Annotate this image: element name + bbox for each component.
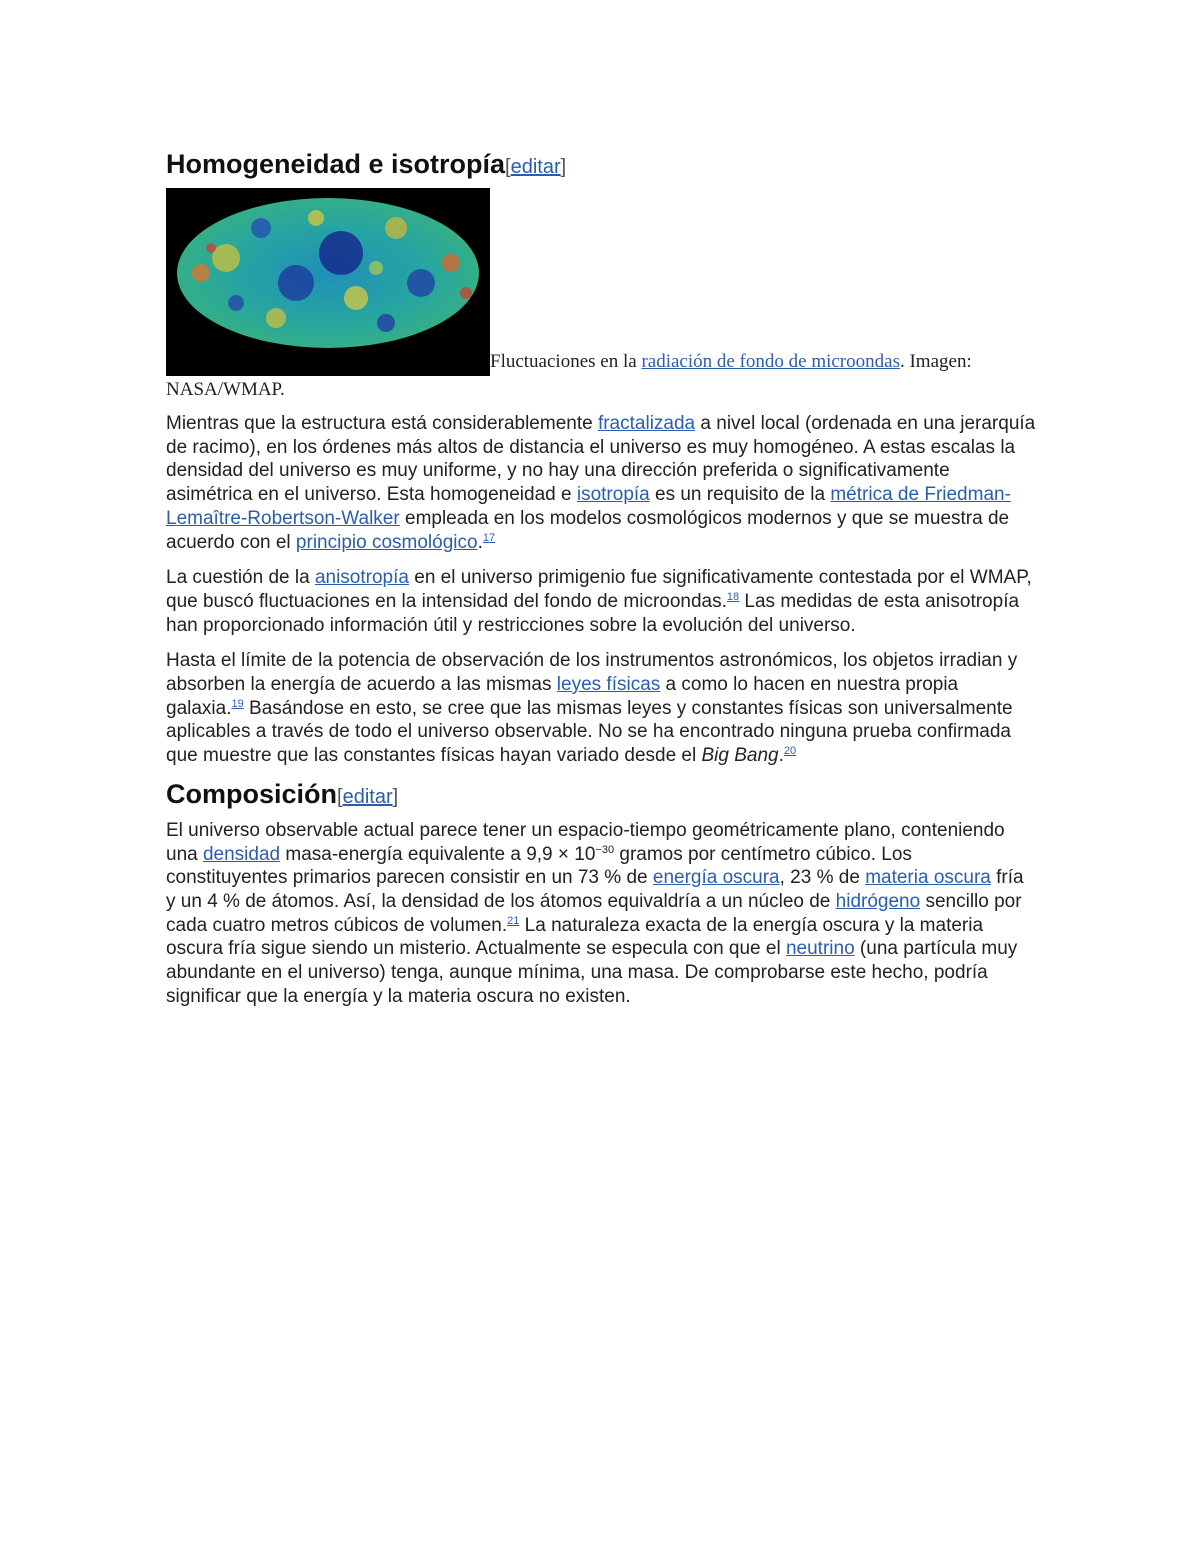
text: gramos por centímetro cúbico. Los constituyentes primarios parecen consistir en un 73 % de [166, 843, 912, 889]
edit-section-link-wrap [505, 156, 566, 178]
section-heading-composicion [166, 776, 1036, 815]
heading-text: Composición [166, 778, 338, 809]
reference-19[interactable]: 19 [231, 697, 244, 710]
figure-cmb [166, 188, 1036, 404]
reference-18[interactable]: 18 [726, 590, 740, 603]
link-metrica-flrw[interactable]: métrica de Friedman-Lemaître-Robertson-Walker [166, 484, 1011, 529]
link-energia-oscura[interactable]: energía oscura [652, 867, 780, 889]
article-content [166, 146, 1036, 1008]
text: masa-energía equivalente a 9,9 × 10 [280, 843, 596, 865]
link-neutrino[interactable]: neutrino [785, 938, 855, 960]
reference-21[interactable]: 21 [507, 914, 520, 927]
text: a nivel local (ordenada en una jerarquía de racimo), en los órdenes más altos de distancia el universo es muy homogéneo. A estas escalas la densidad del universo es muy uniforme, y no hay una dirección preferida o significativamente asimétrica en el universo. Esta homogeneidad e [166, 413, 1036, 506]
edit-section-link[interactable]: editar [510, 156, 561, 178]
cmb-map-graphic [166, 188, 490, 376]
link-anisotropia[interactable]: anisotropía [314, 567, 409, 589]
text: La cuestión de la [166, 567, 315, 589]
link-materia-oscura[interactable]: materia oscura [865, 867, 991, 889]
reference-17[interactable]: 17 [482, 531, 496, 544]
edit-bracket-open: [ [505, 156, 511, 178]
paragraph-2 [166, 566, 1036, 637]
big-bang-emphasis: Big Bang [701, 745, 779, 767]
text: (una partícula muy abundante en el universo) tenga, aunque mínima, una masa. De comprobarse este hecho, podría significar que la energía y la materia oscura no existen. [166, 938, 1018, 1007]
text: Basándose en esto, se cree que las mismas leyes y constantes físicas son universalmente aplicables a través de todo el universo observable. No se ha encontrado ninguna prueba confirmada que muestre que las constantes físicas hayan variado desde el [166, 697, 1013, 767]
text: fría y un 4 % de átomos. Así, la densidad de los átomos equivaldría a un núcleo de [166, 867, 1024, 912]
cmb-image [166, 188, 490, 376]
reference-20[interactable]: 20 [783, 745, 797, 758]
exponent: −30 [595, 843, 615, 856]
text: a como lo hacen en nuestra propia galaxia. [166, 674, 959, 719]
edit-section-link[interactable]: editar [342, 785, 393, 808]
paragraph-composicion [166, 819, 1036, 1009]
text: Las medidas de esta anisotropía han proporcionado información útil y restricciones sobre la evolución del universo. [166, 590, 1020, 636]
text: . [477, 531, 483, 553]
text: Hasta el límite de la potencia de observación de los instrumentos astronómicos, los objetos irradian y absorben la energía de acuerdo a las mismas [166, 650, 1018, 696]
edit-bracket-close: ] [560, 156, 567, 178]
text: El universo observable actual parece tener un espacio-tiempo geométricamente plano, conteniendo una [166, 819, 1005, 865]
link-hidrogeno[interactable]: hidrógeno [835, 890, 921, 912]
link-leyes-fisicas[interactable]: leyes físicas [556, 674, 661, 696]
text: sencillo por cada cuatro metros cúbicos de volumen. [166, 890, 1022, 936]
section-heading-homogeneidad [166, 146, 1036, 185]
text: . [778, 745, 784, 767]
edit-section-link-wrap [337, 786, 398, 808]
edit-bracket-open: [ [337, 785, 343, 808]
paragraph-1 [166, 412, 1036, 554]
paragraph-3 [166, 649, 1036, 768]
heading-text: Homogeneidad e isotropía [166, 149, 506, 179]
text: , 23 % de [779, 867, 866, 889]
text: en el universo primigenio fue significativamente contestada por el WMAP, que buscó fluctuaciones en la intensidad del fondo de microondas. [166, 567, 1032, 612]
text: es un requisito de la [649, 484, 831, 506]
figure-caption-text: Fluctuaciones en la [490, 351, 642, 372]
link-radiacion-fondo-microondas[interactable]: radiación de fondo de microondas [641, 351, 900, 372]
link-principio-cosmologico[interactable]: principio cosmológico [295, 531, 478, 553]
link-densidad[interactable]: densidad [202, 843, 281, 865]
text: empleada en los modelos cosmológicos modernos y que se muestra de acuerdo con el [166, 507, 1010, 553]
edit-bracket-close: ] [392, 785, 399, 808]
link-fractalizada[interactable]: fractalizada [597, 413, 696, 434]
text: La naturaleza exacta de la energía oscura y la materia oscura fría sigue siendo un misterio. Actualmente se especula con que el [166, 914, 984, 960]
text: Mientras que la estructura está considerablemente [166, 413, 598, 434]
figure-caption-credit: . Imagen: NASA/WMAP. [166, 351, 972, 400]
link-isotropia[interactable]: isotropía [576, 484, 650, 506]
